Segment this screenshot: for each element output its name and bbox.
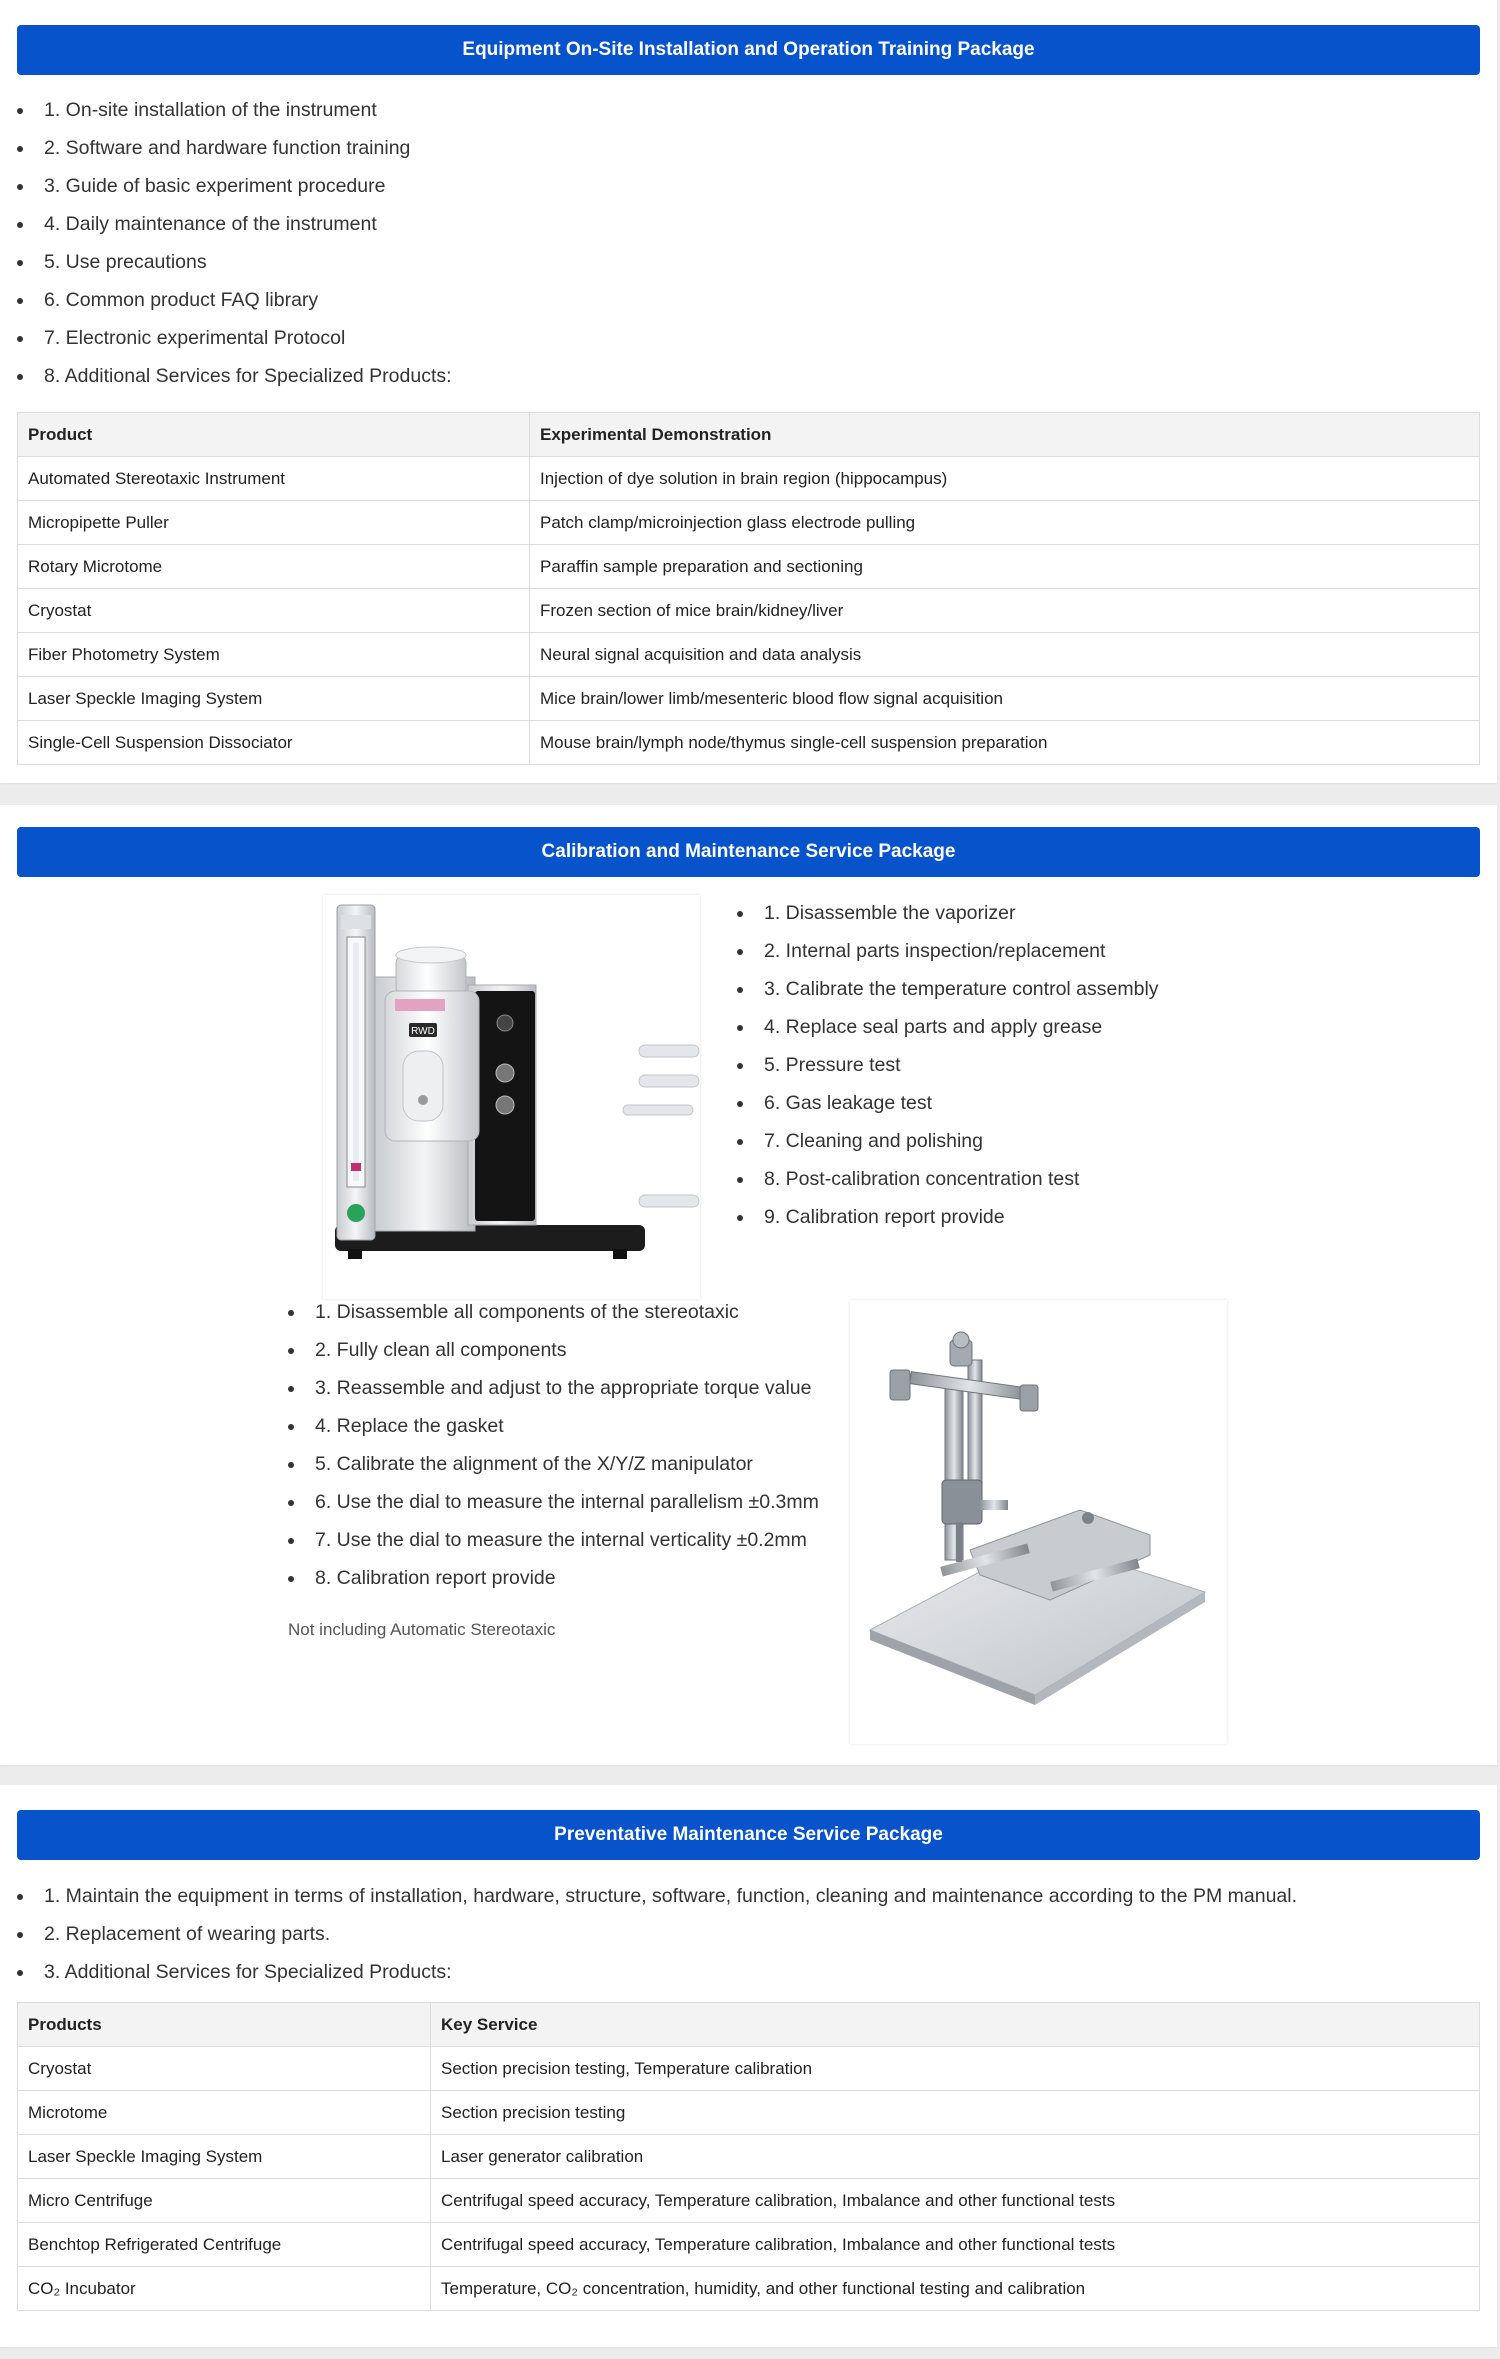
product-cell: Single-Cell Suspension Dissociator	[18, 721, 530, 765]
list-item: 3. Guide of basic experiment procedure	[17, 167, 452, 205]
table-row	[18, 2091, 1480, 2135]
product-cell: CO₂ Incubator	[18, 2267, 431, 2311]
list-item: 5. Use precautions	[17, 243, 452, 281]
product-cell: Cryostat	[18, 589, 530, 633]
product-cell: Benchtop Refrigerated Centrifuge	[18, 2223, 431, 2267]
list-item: 9. Calibration report provide	[737, 1198, 1159, 1236]
demonstration-table	[17, 412, 1480, 765]
product-cell: Micro Centrifuge	[18, 2179, 431, 2223]
list-item: 2. Fully clean all components	[288, 1331, 819, 1369]
list-item: 8. Post-calibration concentration test	[737, 1160, 1159, 1198]
list-item: 2. Replacement of wearing parts.	[17, 1915, 1297, 1953]
column-header: Experimental Demonstration	[530, 413, 1480, 457]
list-item: 6. Common product FAQ library	[17, 281, 452, 319]
product-cell: Micropipette Puller	[18, 501, 530, 545]
stereotaxic-service-list	[288, 1293, 819, 1597]
table-row	[18, 457, 1480, 501]
key-service-table	[17, 2002, 1480, 2311]
vaporizer-illustration	[323, 895, 700, 1299]
list-item: 8. Additional Services for Specialized Products:	[17, 357, 452, 395]
vaporizer-service-list	[737, 894, 1159, 1236]
stereotaxic-image	[850, 1300, 1227, 1744]
demonstration-cell: Patch clamp/microinjection glass electrode pulling	[530, 501, 1480, 545]
pm-service-list	[17, 1877, 1297, 1991]
section-banner: Preventative Maintenance Service Package	[17, 1810, 1480, 1860]
list-item: 4. Replace the gasket	[288, 1407, 819, 1445]
list-item: 3. Calibrate the temperature control assembly	[737, 970, 1159, 1008]
table-row	[18, 2135, 1480, 2179]
exclusion-note: Not including Automatic Stereotaxic	[288, 1620, 556, 1639]
demonstration-cell: Mouse brain/lymph node/thymus single-cell suspension preparation	[530, 721, 1480, 765]
table-row	[18, 589, 1480, 633]
table-row	[18, 2267, 1480, 2311]
table-row	[18, 501, 1480, 545]
list-item: 5. Pressure test	[737, 1046, 1159, 1084]
product-cell: Fiber Photometry System	[18, 633, 530, 677]
product-cell: Microtome	[18, 2091, 431, 2135]
service-cell: Centrifugal speed accuracy, Temperature calibration, Imbalance and other functional tests	[431, 2179, 1480, 2223]
list-item: 5. Calibrate the alignment of the X/Y/Z manipulator	[288, 1445, 819, 1483]
list-item: 6. Gas leakage test	[737, 1084, 1159, 1122]
vaporizer-image	[323, 895, 700, 1299]
product-cell: Laser Speckle Imaging System	[18, 2135, 431, 2179]
list-item: 3. Additional Services for Specialized Products:	[17, 1953, 1297, 1991]
demonstration-cell: Frozen section of mice brain/kidney/liver	[530, 589, 1480, 633]
list-item: 2. Internal parts inspection/replacement	[737, 932, 1159, 970]
list-item: 1. On-site installation of the instrument	[17, 91, 452, 129]
list-item: 4. Daily maintenance of the instrument	[17, 205, 452, 243]
service-cell: Centrifugal speed accuracy, Temperature calibration, Imbalance and other functional tests	[431, 2223, 1480, 2267]
table-row	[18, 2223, 1480, 2267]
stereotaxic-illustration	[850, 1300, 1227, 1744]
product-cell: Cryostat	[18, 2047, 431, 2091]
table-row	[18, 2179, 1480, 2223]
training-list	[17, 91, 452, 395]
product-cell: Laser Speckle Imaging System	[18, 677, 530, 721]
list-item: 4. Replace seal parts and apply grease	[737, 1008, 1159, 1046]
column-header: Product	[18, 413, 530, 457]
table-header-row	[18, 2003, 1480, 2047]
demonstration-cell: Injection of dye solution in brain region (hippocampus)	[530, 457, 1480, 501]
section-banner: Equipment On-Site Installation and Operation Training Package	[17, 25, 1480, 75]
list-item: 1. Disassemble all components of the stereotaxic	[288, 1293, 819, 1331]
service-cell: Temperature, CO₂ concentration, humidity, and other functional testing and calibration	[431, 2267, 1480, 2311]
installation-training-section	[0, 0, 1497, 783]
demonstration-cell: Paraffin sample preparation and sectioning	[530, 545, 1480, 589]
list-item: 1. Maintain the equipment in terms of installation, hardware, structure, software, function, cleaning and maintenance according to the PM manual.	[17, 1877, 1297, 1915]
demonstration-cell: Neural signal acquisition and data analysis	[530, 633, 1480, 677]
section-banner: Calibration and Maintenance Service Package	[17, 827, 1480, 877]
product-cell: Automated Stereotaxic Instrument	[18, 457, 530, 501]
table-row	[18, 633, 1480, 677]
list-item: 2. Software and hardware function training	[17, 129, 452, 167]
table-row	[18, 545, 1480, 589]
table-header-row	[18, 413, 1480, 457]
product-cell: Rotary Microtome	[18, 545, 530, 589]
column-header: Key Service	[431, 2003, 1480, 2047]
table-row	[18, 721, 1480, 765]
demonstration-cell: Mice brain/lower limb/mesenteric blood flow signal acquisition	[530, 677, 1480, 721]
list-item: 3. Reassemble and adjust to the appropriate torque value	[288, 1369, 819, 1407]
service-cell: Laser generator calibration	[431, 2135, 1480, 2179]
table-row	[18, 677, 1480, 721]
list-item: 6. Use the dial to measure the internal parallelism ±0.3mm	[288, 1483, 819, 1521]
list-item: 1. Disassemble the vaporizer	[737, 894, 1159, 932]
column-header: Products	[18, 2003, 431, 2047]
list-item: 7. Electronic experimental Protocol	[17, 319, 452, 357]
service-cell: Section precision testing, Temperature calibration	[431, 2047, 1480, 2091]
list-item: 7. Use the dial to measure the internal verticality ±0.2mm	[288, 1521, 819, 1559]
table-row	[18, 2047, 1480, 2091]
list-item: 8. Calibration report provide	[288, 1559, 819, 1597]
list-item: 7. Cleaning and polishing	[737, 1122, 1159, 1160]
brand-label: RWD	[411, 1026, 435, 1037]
service-cell: Section precision testing	[431, 2091, 1480, 2135]
